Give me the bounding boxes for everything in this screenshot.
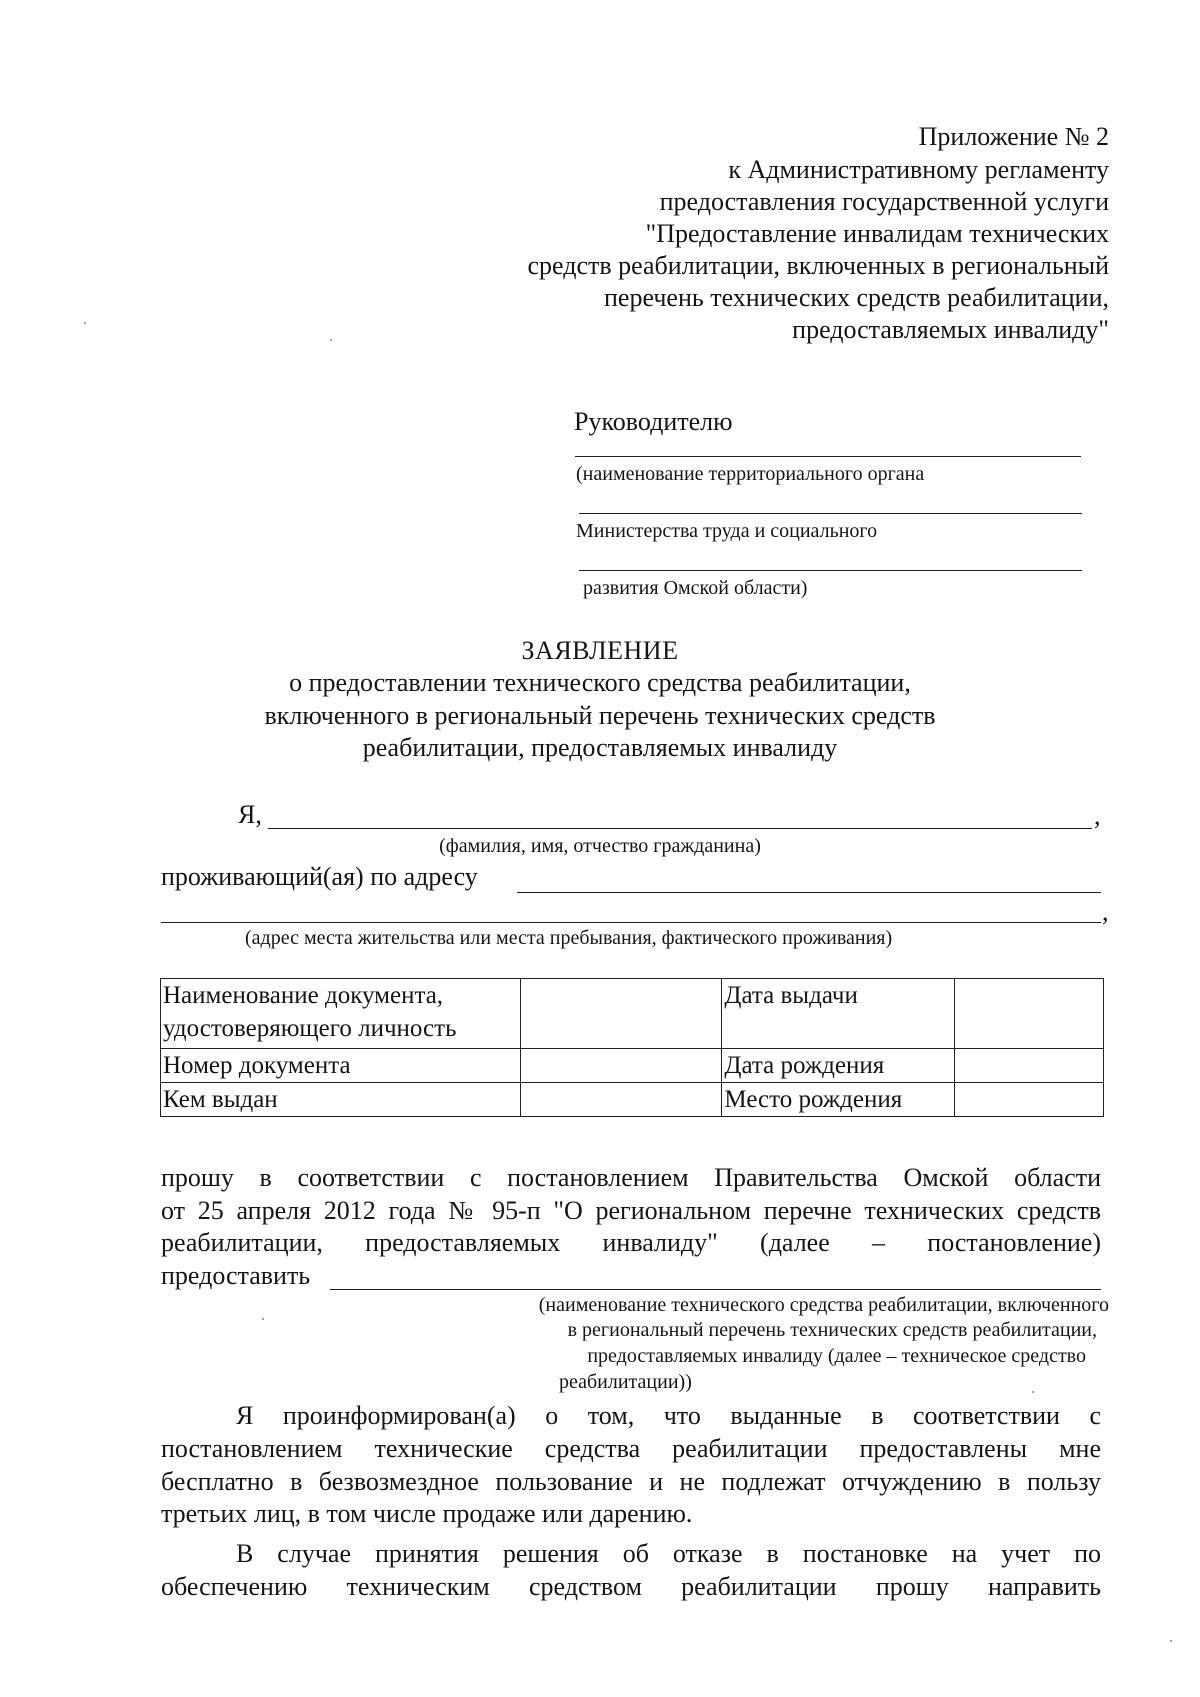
appendix-line: перечень технических средств реабилитации, <box>603 283 1109 312</box>
appendix-line: средств реабилитации, включенных в региональный <box>527 251 1109 280</box>
request-line: реабилитации, предоставляемых инвалиду" (далее – постановление) <box>161 1228 1101 1257</box>
appendix-line: "Предоставление инвалидам технических <box>645 219 1109 248</box>
informed-line: постановлением технические средства реабилитации предоставлены мне <box>161 1434 1101 1463</box>
appendix-line: к Административному регламенту <box>728 155 1109 184</box>
table-cell-value[interactable] <box>520 1083 722 1117</box>
table-cell-label: Дата выдачи <box>722 979 955 1049</box>
table-cell-label: Место рождения <box>722 1083 955 1117</box>
scan-speck <box>1032 1391 1034 1393</box>
informed-line: третьих лиц, в том числе продаже или дарению. <box>161 1499 693 1528</box>
refusal-line: обеспечению техническим средством реабилитации прошу направить <box>161 1572 1101 1601</box>
appendix-line: предоставляемых инвалиду" <box>792 315 1109 344</box>
table-cell-label: Дата рождения <box>722 1049 955 1083</box>
applicant-i-label: Я, <box>238 800 262 829</box>
address-line[interactable] <box>517 892 1101 893</box>
addressee-hint: Министерства труда и социального <box>576 520 878 542</box>
applicant-name-line[interactable] <box>268 828 1092 829</box>
scan-speck <box>84 322 86 324</box>
table-cell-value[interactable] <box>955 979 1104 1049</box>
scan-speck <box>1170 1640 1172 1642</box>
addressee-hint: развития Омской области) <box>583 577 808 599</box>
addressee-fill-line <box>579 513 1082 514</box>
request-line: прошу в соответствии с постановлением Правительства Омской области <box>161 1163 1101 1192</box>
address-hint: (адрес места жительства или места пребывания, фактического проживания) <box>245 927 893 949</box>
applicant-name-hint: (фамилия, имя, отчество гражданина) <box>439 835 761 857</box>
address-label: проживающий(ая) по адресу <box>161 862 478 891</box>
request-line: от 25 апреля 2012 года № 95-п "О региональном перечне технических средств <box>161 1196 1101 1225</box>
table-cell-value[interactable] <box>520 979 722 1049</box>
document-subtitle-line: включенного в региональный перечень технических средств <box>264 701 936 730</box>
table-row <box>161 979 1104 1049</box>
refusal-line: В случае принятия решения об отказе в постановке на учет по <box>236 1539 1101 1568</box>
table-cell-label: Номер документа <box>161 1049 521 1083</box>
addressee-fill-line <box>579 570 1082 571</box>
provide-hint-line: в региональный перечень технических средств реабилитации, <box>567 1319 1097 1341</box>
document-subtitle-line: о предоставлении технического средства реабилитации, <box>289 668 911 697</box>
table-row <box>161 1083 1104 1117</box>
addressee-fill-line <box>575 456 1081 457</box>
appendix-line: Приложение № 2 <box>918 122 1109 151</box>
provide-label: предоставить <box>161 1261 311 1290</box>
table-cell-value[interactable] <box>955 1083 1104 1117</box>
addressee-title: Руководителю <box>574 407 733 436</box>
table-cell-value[interactable] <box>955 1049 1104 1083</box>
address-comma: , <box>1102 897 1109 926</box>
identity-document-table <box>160 978 1104 1117</box>
provide-line[interactable] <box>330 1289 1101 1290</box>
table-row <box>161 1049 1104 1083</box>
provide-hint-line: реабилитации)) <box>559 1371 692 1393</box>
scan-speck <box>330 339 332 341</box>
applicant-name-comma: , <box>1094 801 1101 830</box>
provide-hint-line: предоставляемых инвалиду (далее – техническое средство <box>587 1345 1086 1367</box>
document-title: ЗАЯВЛЕНИЕ <box>521 636 679 665</box>
table-cell-label: Наименование документа, удостоверяющего личность <box>161 979 521 1049</box>
scan-speck <box>262 1318 264 1320</box>
informed-line: бесплатно в безвозмездное пользование и не подлежат отчуждению в пользу <box>161 1467 1101 1496</box>
appendix-line: предоставления государственной услуги <box>659 187 1109 216</box>
table-cell-value[interactable] <box>520 1049 722 1083</box>
informed-line: Я проинформирован(а) о том, что выданные в соответствии с <box>236 1401 1101 1430</box>
table-cell-label: Кем выдан <box>161 1083 521 1117</box>
provide-hint-line: (наименование технического средства реабилитации, включенного <box>538 1294 1109 1316</box>
address-line-2[interactable] <box>161 922 1101 923</box>
document-subtitle-line: реабилитации, предоставляемых инвалиду <box>362 733 838 762</box>
addressee-hint: (наименование территориального органа <box>576 463 925 485</box>
